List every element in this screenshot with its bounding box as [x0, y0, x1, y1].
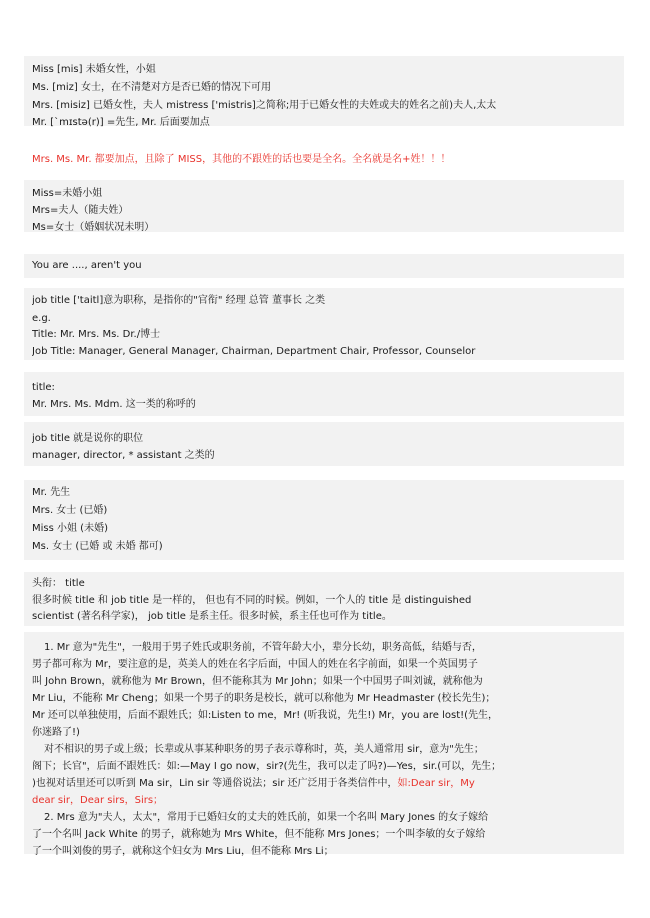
text-line: 2. Mrs 意为"夫人，太太"，常用于已婚妇女的丈夫的姓氏前，如果一个名叫 Mary Jones 的女子嫁给 [44, 812, 489, 823]
text-line: Mr. Mrs. Ms. Mdm. 这一类的称呼的 [32, 399, 196, 410]
text-line: Ms. [miz] 女士，在不清楚对方是否已婚的情况下可用 [32, 82, 271, 93]
text-line: Miss [mis] 未婚女性，小姐 [32, 64, 156, 75]
text-line: Title: Mr. Mrs. Ms. Dr./博士 [32, 329, 161, 340]
text-line: Mrs. 女士 (已婚) [32, 505, 108, 516]
highlight-line: dear sir，Dear sirs，Sirs； [32, 795, 164, 806]
text-line: 了一个叫刘俊的男子，就称这个妇女为 Mrs Liu，但不能称 Mrs Li； [32, 846, 334, 857]
text-line: 叫 John Brown，就称他为 Mr Brown，但不能称其为 Mr John；如果一个中国男子叫刘诚，就称他为 [32, 676, 483, 687]
text-span: )也视对话里还可以听到 Ma sir，Lin sir 等通俗说法；sir 还广泛用于各类信件中， [32, 778, 398, 789]
text-line: job title 就是说你的职位 [32, 433, 144, 444]
text-line: Mrs=夫人（随夫姓） [32, 205, 129, 216]
text-line: 头衔： title [32, 578, 85, 589]
text-line: 很多时候 title 和 job title 是一样的， 但也有不同的时候。例如，一个人的 title 是 distinguished [32, 595, 472, 606]
highlight-span: 如:Dear sir，My [397, 778, 475, 789]
text-line: You are ...., aren't you [32, 260, 142, 271]
text-line: Mr. [`mɪstə(r)] =先生, Mr. 后面要加点 [32, 117, 210, 128]
text-line: 1. Mr 意为"先生"，一般用于男子姓氏或职务前，不管年龄大小，辈分长幼，职务高低，结婚与否， [44, 642, 482, 653]
text-line [32, 777, 622, 790]
text-line: Mr. 先生 [32, 487, 71, 498]
text-line: 阁下；长官"，后面不跟姓氏：如:—May I go now，sir?(先生，我可以走了吗?)—Yes，sir.(可以，先生； [32, 761, 502, 772]
text-line: 男子都可称为 Mr，要注意的是，英美人的姓在名字后面，中国人的姓在名字前面，如果一个英国男子 [32, 659, 478, 670]
text-line: title: [32, 382, 55, 393]
text-line: 你迷路了!) [32, 727, 80, 738]
text-line: Mr Liu，不能称 Mr Cheng；如果一个男子的职务是校长，就可以称他为 Mr Headmaster (校长先生)； [32, 693, 496, 704]
text-line: e.g. [32, 313, 51, 324]
highlight-note: Mrs. Ms. Mr. 都要加点，且除了 MISS，其他的不跟姓的话也要是全名。全名就是名+姓！！！ [32, 154, 451, 165]
text-line: Mrs. [misiz] 已婚女性，夫人 mistress ['mistris]之简称;用于已婚女性的夫姓或夫的姓名之前)夫人,太太 [32, 100, 497, 111]
text-line: scientist (著名科学家)， job title 是系主任。很多时候，系主任也可作为 title。 [32, 611, 392, 622]
text-line: Ms=女士（婚姻状况未明） [32, 222, 155, 233]
text-line: manager, director, * assistant 之类的 [32, 450, 215, 461]
text-line: Miss 小姐 (未婚) [32, 523, 108, 534]
text-line: job title ['taitl]意为职称，是指你的"官衔" 经理 总管 董事长 之类 [32, 295, 326, 306]
text-line: 对不相识的男子或上级；长辈或从事某种职务的男子表示尊称时，英，美人通常用 sir，意为"先生； [44, 744, 484, 755]
text-line: Miss=未婚小姐 [32, 188, 103, 199]
text-line: Ms. 女士 (已婚 或 未婚 都可) [32, 541, 163, 552]
text-line: Job Title: Manager, General Manager, Chairman, Department Chair, Professor, Counselor [32, 346, 476, 357]
text-line: 了一个名叫 Jack White 的男子，就称她为 Mrs White，但不能称 Mrs Jones；一个叫李敏的女子嫁给 [32, 829, 486, 840]
text-line: Mr 还可以单独使用，后面不跟姓氏；如:Listen to me，Mr! (听我说，先生!) Mr，you are lost!(先生， [32, 710, 499, 721]
